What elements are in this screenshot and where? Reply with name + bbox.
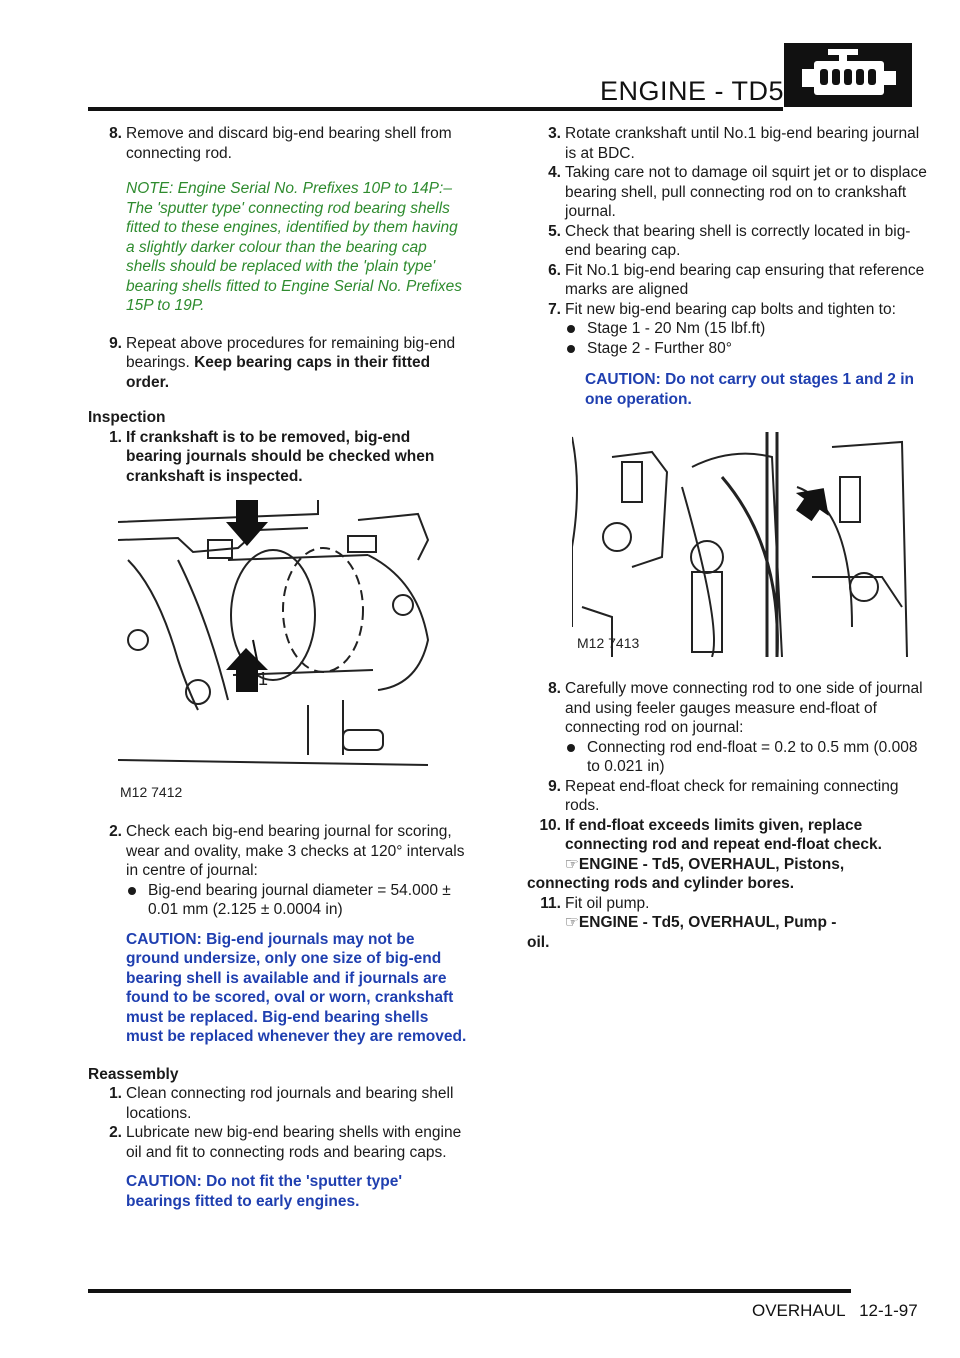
step-number: 9. (548, 777, 561, 795)
figure-reference-label: M12 7413 (577, 635, 640, 651)
step-number: 4. (548, 164, 561, 181)
section-heading-inspection: Inspection (88, 409, 166, 426)
right-column (527, 124, 927, 952)
pointing-hand-icon: ☞ (565, 914, 579, 931)
cross-reference-text[interactable]: ENGINE - Td5, OVERHAUL, Pistons, (578, 855, 845, 873)
step-number: 1. (109, 428, 122, 446)
step-check-journal (88, 822, 468, 881)
step-number: 3. (548, 125, 561, 142)
step-text: Fit No.1 big-end bearing cap ensuring that reference marks are aligned (565, 261, 925, 298)
step-tighten-bolts (527, 300, 927, 359)
step-clean-journals (88, 1084, 468, 1123)
page-header-title: ENGINE - TD5 (600, 76, 785, 106)
step-text: Carefully move connecting rod to one side of journal and using feeler gauges measure end-float of connecting rod on journal: (565, 680, 923, 736)
footer-rule (88, 1289, 851, 1293)
bullet-item (565, 339, 927, 359)
step-check-journal-spec (88, 881, 468, 920)
step-text: Remove and discard big-end bearing shell from connecting rod. (126, 125, 452, 162)
engine-logo (784, 43, 912, 107)
bullet-text: Big-end bearing journal diameter = 54.000 ± 0.01 mm (2.125 ± 0.0004 in) (148, 881, 451, 918)
step-pull-connecting-rod (527, 163, 927, 222)
bullet-dot (567, 345, 575, 353)
step-remove-shell (88, 124, 468, 163)
step-text: Taking care not to damage oil squirt jet or to displace bearing shell, pull connecting rod on to crankshaft journal. (565, 164, 927, 220)
step-measure-end-float (527, 679, 927, 777)
bullet-item (126, 881, 468, 920)
step-text: If crankshaft is to be removed, big-end bearing journals should be checked when crankshaft is inspected. (126, 428, 435, 485)
bullet-item (565, 738, 927, 777)
step-number: 5. (548, 222, 561, 240)
caution-stages: CAUTION: Do not carry out stages 1 and 2 in one operation. (585, 371, 914, 408)
step-number: 11. (540, 894, 561, 912)
step-check-shell-location (527, 222, 927, 261)
section-heading-reassembly: Reassembly (88, 1065, 179, 1083)
note-sputter-bearings: NOTE: Engine Serial No. Prefixes 10P to 14P:– The 'sputter type' connecting rod bearing shells fitted to these engines, identified by them having a slightly darker colour than the bearing cap shells should be replaced with the 'plain type' bearing shells fitted to Engine Serial No. Prefixes 15P to 19P. (126, 180, 463, 314)
step-number: 6. (548, 261, 561, 279)
bullet-text: Connecting rod end-float = 0.2 to 0.5 mm (0.008 to 0.021 in) (587, 738, 918, 775)
header-rule (88, 107, 783, 111)
bullet-dot (567, 325, 575, 333)
step-text: Lubricate new big-end bearing shells with engine oil and fit to connecting rods and bearing caps. (126, 1124, 462, 1161)
step-text: Rotate crankshaft until No.1 big-end bearing journal is at BDC. (565, 125, 920, 162)
engine-icon (784, 43, 912, 107)
figure-reference-label: M12 7412 (120, 784, 183, 800)
step-number: 7. (548, 300, 561, 318)
bullet-item (565, 319, 927, 339)
crankshaft-illustration (118, 500, 438, 790)
step-end-float-limits (527, 816, 927, 855)
step-text: Fit oil pump. (565, 894, 650, 912)
figure-bearing-cap (572, 427, 927, 667)
cross-reference-text-cont[interactable]: oil. (527, 933, 550, 951)
step-rotate-crankshaft (527, 124, 927, 163)
page-footer: OVERHAUL 12-1-97 (752, 1301, 918, 1320)
pointing-hand-icon: ☞ (565, 855, 579, 873)
step-inspect-journals (88, 428, 468, 487)
step-number: 2. (109, 823, 122, 840)
caution-journals: CAUTION: Big-end journals may not be ground undersize, only one size of big-end bearing shell is available and if journals are found to be scored, oval or worn, crankshaft must be replaced. Big-end bearing shells must be replaced whenever they are removed. (126, 930, 467, 1045)
step-text: Clean connecting rod journals and bearing shell locations. (126, 1085, 454, 1122)
caution-sputter-type: CAUTION: Do not fit the 'sputter type' bearings fitted to early engines. (126, 1173, 403, 1210)
step-repeat-procedures (88, 334, 468, 393)
step-fit-oil-pump (527, 894, 927, 914)
cross-reference-text[interactable]: ENGINE - Td5, OVERHAUL, Pump - (578, 914, 837, 931)
bullet-text: Stage 2 - Further 80° (587, 339, 732, 357)
cross-reference-pistons[interactable] (527, 855, 927, 894)
step-lubricate-shells (88, 1123, 468, 1162)
figure-crankshaft-journal (118, 500, 468, 810)
step-number: 10. (539, 816, 561, 834)
figure-callout-number: 1 (258, 669, 269, 689)
step-text: Check that bearing shell is correctly located in big-end bearing cap. (565, 222, 911, 259)
step-text: Check each big-end bearing journal for scoring, wear and ovality, make 3 checks at 120° intervals in centre of journal: (126, 823, 465, 879)
step-emphasis: Keep bearing caps in their fitted order. (126, 354, 431, 391)
cross-reference-text-cont[interactable]: connecting rods and cylinder bores. (527, 875, 794, 892)
step-text: Repeat end-float check for remaining connecting rods. (565, 777, 899, 814)
bullet-text: Stage 1 - 20 Nm (15 lbf.ft) (587, 320, 766, 337)
step-text: Fit new big-end bearing cap bolts and tighten to: (565, 300, 896, 318)
bullet-dot (567, 744, 575, 752)
step-number: 9. (109, 334, 122, 352)
step-text: If end-float exceeds limits given, replace connecting rod and repeat end-float check. (565, 816, 882, 853)
bearing-cap-illustration (572, 427, 912, 657)
step-repeat-end-float (527, 777, 927, 816)
step-number: 8. (548, 680, 561, 697)
step-number: 8. (109, 125, 122, 142)
bullet-dot (128, 887, 136, 895)
step-number: 2. (109, 1124, 122, 1141)
step-fit-bearing-cap (527, 261, 927, 300)
step-text: Repeat above procedures for remaining big-end bearings. (126, 334, 456, 371)
step-number: 1. (109, 1085, 122, 1102)
cross-reference-oil-pump[interactable] (527, 913, 927, 952)
left-column (88, 124, 468, 1229)
